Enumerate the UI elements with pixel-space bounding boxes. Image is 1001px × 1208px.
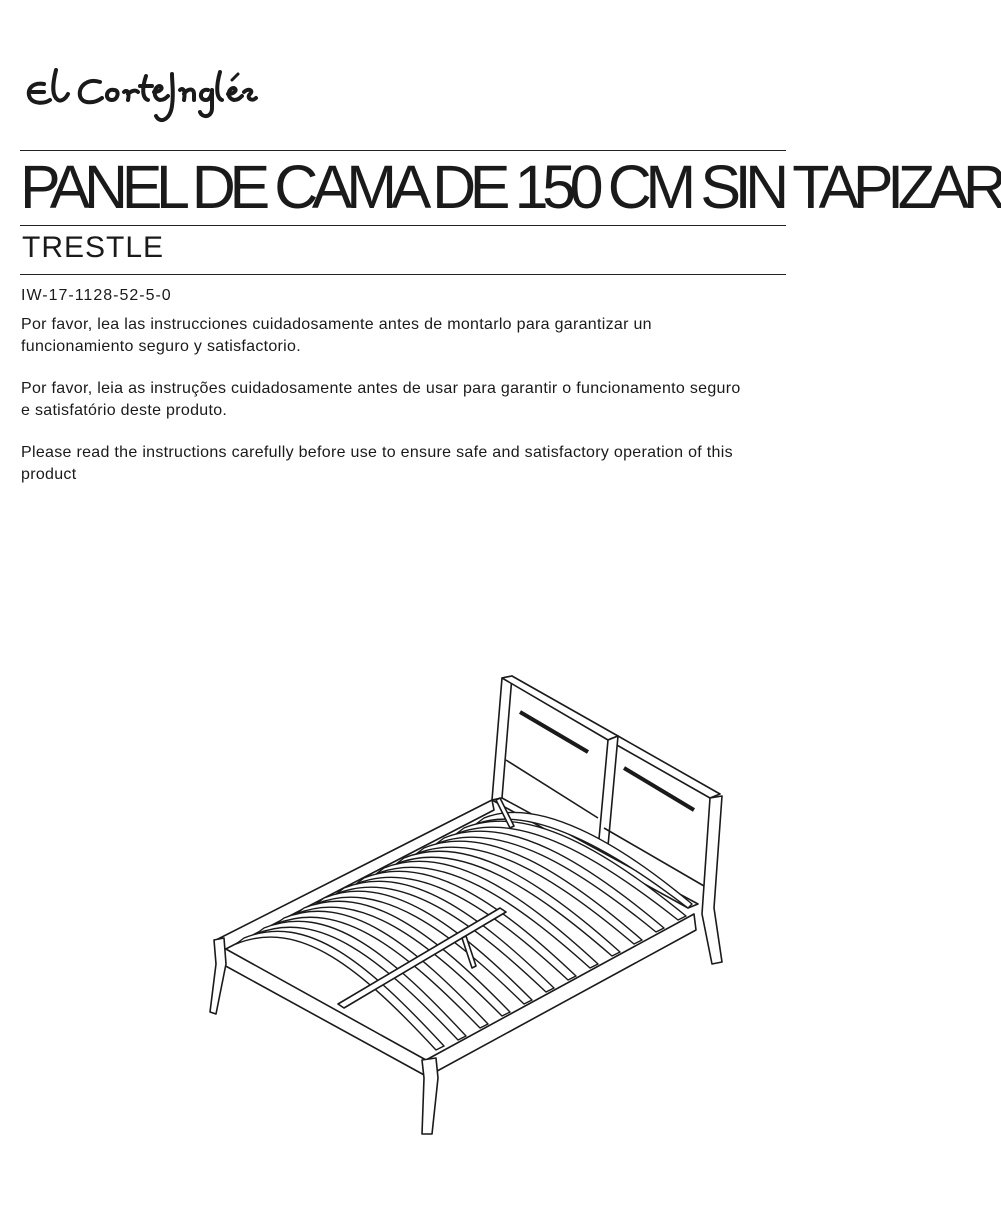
bottom-rule [20,274,786,275]
instructions-en: Please read the instructions carefully before use to ensure safe and satisfactory operation of this product [21,444,733,483]
document-title: PANEL DE CAMA DE 150 CM SIN TAPIZAR [20,153,1001,221]
instructions-es: Por favor, lea las instrucciones cuidadosamente antes de montarlo para garantizar un funcionamiento seguro y satisfactorio. [21,316,652,355]
brand-logo [22,62,262,134]
top-rule [20,150,786,151]
product-code: IW-17-1128-52-5-0 [21,287,172,304]
middle-rule [20,225,786,226]
product-name: TRESTLE [22,231,165,264]
bed-illustration [200,668,740,1148]
instructions-pt: Por favor, leia as instruções cuidadosamente antes de usar para garantir o funcionamento seguro e satisfatório deste produto. [21,380,741,419]
